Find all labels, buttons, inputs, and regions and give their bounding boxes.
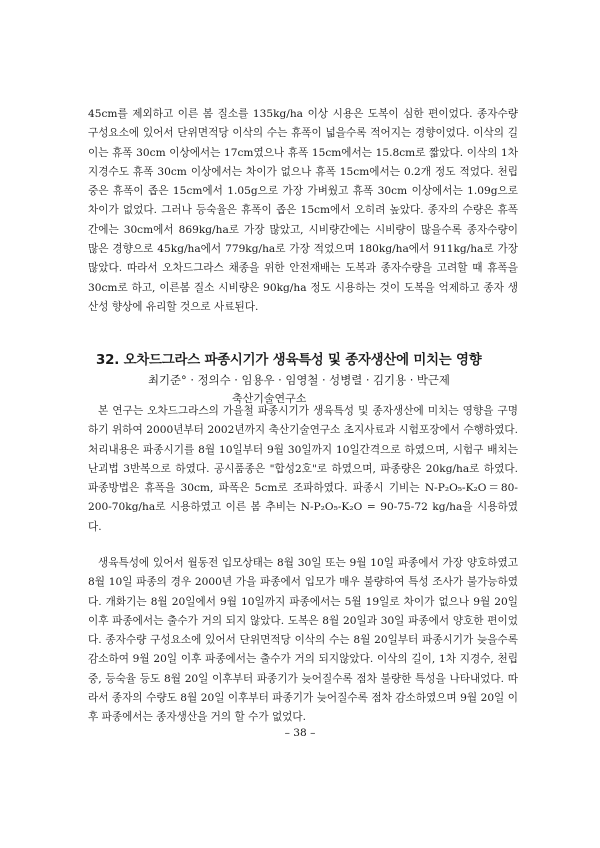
affiliation: 축산기술연구소 xyxy=(232,392,307,405)
section-heading: 32. 오차드그라스 파종시기가 생육특성 및 종자생산에 미치는 영향 xyxy=(96,353,482,368)
page-number: – 38 – xyxy=(284,727,316,739)
body-paragraph-methods: 본 연구는 오차드그라스의 가을철 파종시기가 생육특성 및 종자생산에 미치는 영향을 구명하기 위하여 2000년부터 2002년까지 축산기술연구소 초지사료과 시험포장에서 수행하였다. 처리내용은 파종시기를 8월 10일부터 9월 30일까지 10일간격으로 하였으며, 시험구 배치는 난괴법 3반복으로 하였다. 공시품종은 "합성2호"로 하였으며, 파종량은 20kg/ha로 하였다. 파종방법은 휴폭을 30cm, 파폭은 5cm로 조파하였다. 파종시 기비는 N-P₂O₅-K₂O＝80-200-70kg/ha로 시용하였고 이른 봄 추비는 N-P₂O₅-K₂O = 90-75-72 kg/ha을 시용하였다. xyxy=(88,405,518,533)
author-list: 최기준° · 정의수 · 임용우 · 임영철 · 성병렬 · 김기용 · 박근제 xyxy=(148,373,450,387)
body-paragraph-results: 생육특성에 있어서 월동전 입모상태는 8월 30일 또는 9월 10일 파종에서 가장 양호하였고 8월 10일 파종의 경우 2000년 가을 파종에서 입모가 매우 불량하여 특성 조사가 불가능하였다. 개화기는 8월 20일에서 9월 10일까지 파종에서는 5월 19일로 차이가 없으나 9월 20일 이후 파종에서는 출수가 거의 되지 않았다. 도복은 8월 20일과 30일 파종에서 양호한 편이었다. 종자수량 구성요소에 있어서 단위면적당 이삭의 수는 8월 20일부터 파종시기가 늦을수록 감소하여 9월 20일 이후 파종에서는 출수가 거의 되지않았다. 이삭의 길이, 1차 지경수, 천립중, 등숙율 등도 8월 20일 이후부터 파종기가 늦어질수록 점차 불량한 특성을 나타내었다. 따라서 종자의 수량도 8월 20일 이후부터 파종기가 늦어질수록 점차 감소하였으며 9월 20일 이후 파종에서는 종자생산을 거의 할 수가 없었다. xyxy=(88,557,518,724)
previous-section-paragraph: 45cm를 제외하고 이른 봄 질소를 135kg/ha 이상 시용은 도복이 심한 편이었다. 종자수량 구성요소에 있어서 단위면적당 이삭의 수는 휴폭이 넓을수록 적어지는 경향이었다. 이삭의 길이는 휴폭 30cm 이상에서는 17cm였으나 휴폭 15cm에서는 15.8cm로 짧았다. 이삭의 1차 지경수도 휴폭 30cm 이상에서는 차이가 없으나 휴폭 15cm에서는 0.2개 정도 적었다. 천립중은 휴폭이 좁은 15cm에서 1.05g으로 가장 가벼웠고 휴폭 30cm 이상에서는 1.09g으로 차이가 없었다. 그러나 등숙율은 휴폭이 좁은 15cm에서 오히려 높았다. 종자의 수량은 휴폭간에는 30cm에서 869kg/ha로 가장 많았고, 시비량간에는 시비량이 많을수록 종자수량이 많은 경향으로 45kg/ha에서 779kg/ha로 가장 적었으며 180kg/ha에서 911kg/ha로 가장 많았다. 따라서 오차드그라스 채종을 위한 안전재배는 도복과 종자수량을 고려할 때 휴폭을 30cm로 하고, 이른봄 질소 시비량은 90kg/ha 정도 시용하는 것이 도복을 억제하고 종자 생산성 향상에 유리할 것으로 사료된다. xyxy=(88,108,518,313)
